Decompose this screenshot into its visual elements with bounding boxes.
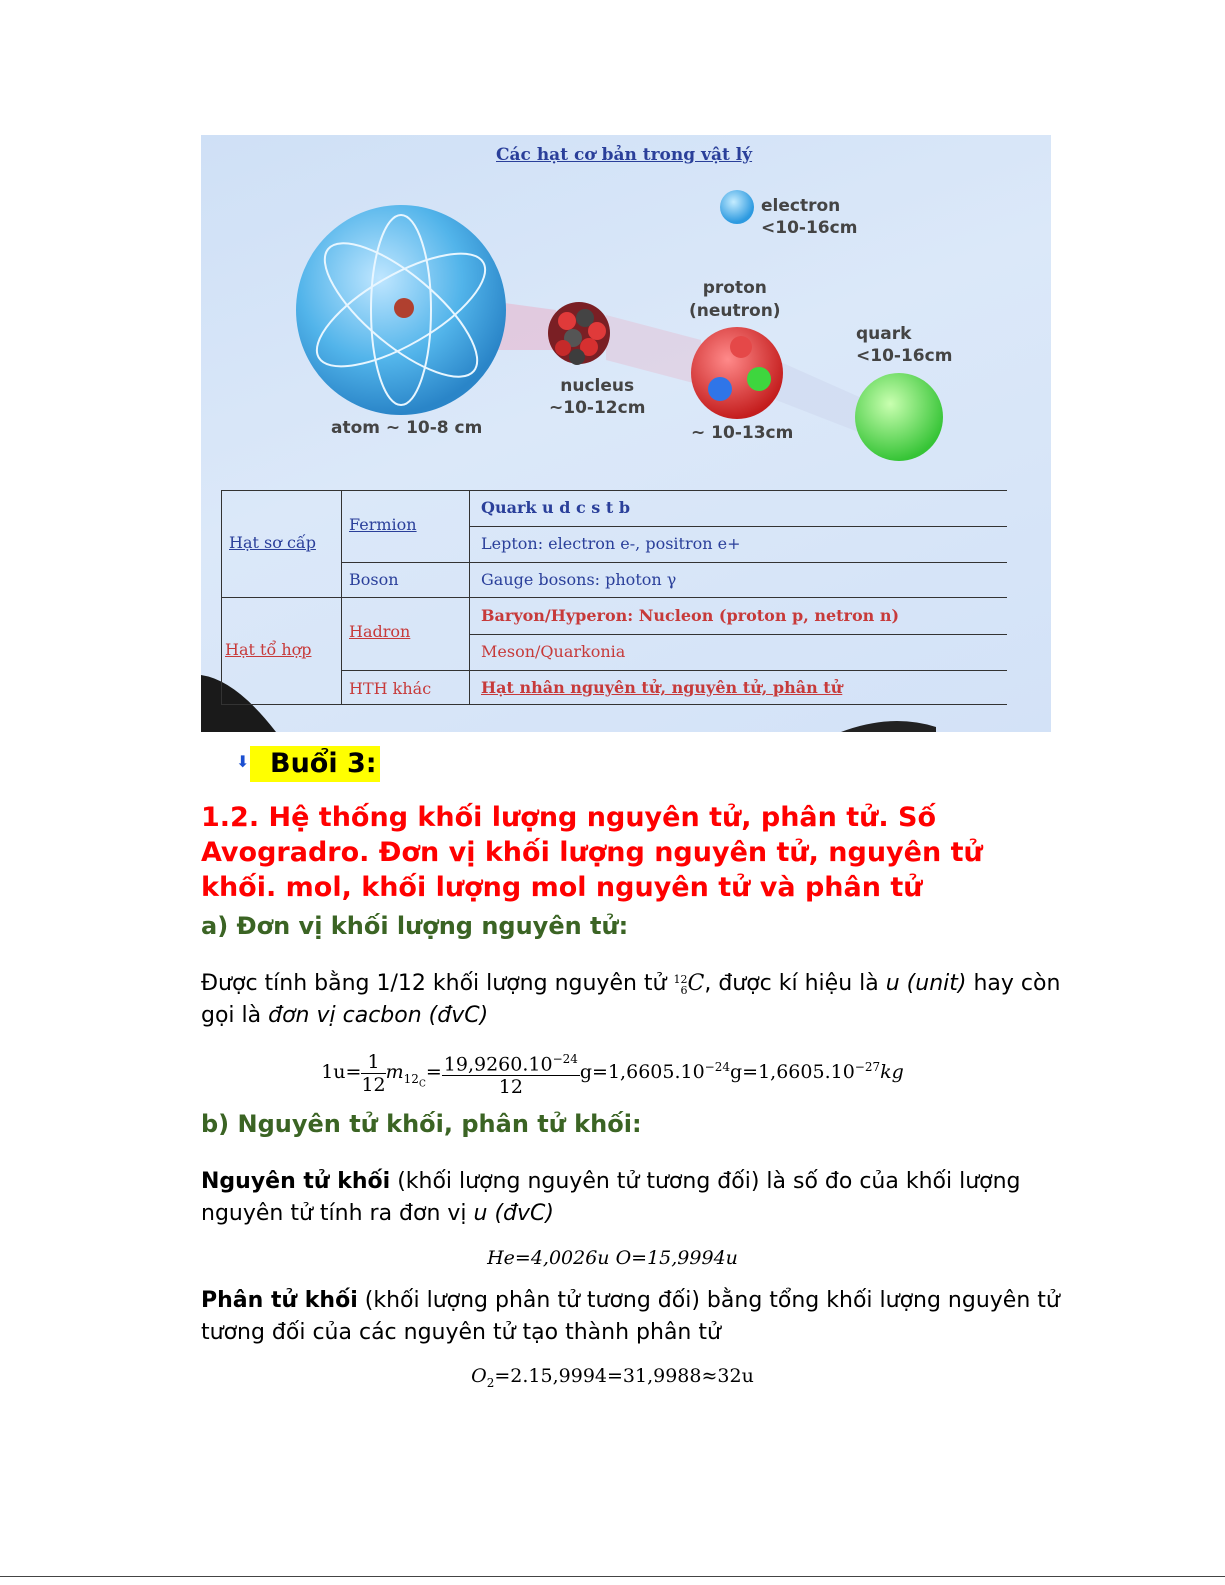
quark-sphere: [855, 373, 943, 461]
hadron-label: Hadron: [349, 622, 411, 641]
section-b-title: b) Nguyên tử khối, phân tử khối:: [201, 1110, 642, 1138]
slide-title: Các hạt cơ bản trong vật lý: [496, 145, 753, 165]
amu-formula: 1u= $\frac{1}{12}$ $m_{12_C}=$ $\frac{19,9260.10^{-24}}{12}$ $g=1,6605.10^{-24}g=1,6605.10^{-27}kg$: [0, 1048, 1225, 1098]
proton-size-label: ~ 10-13cm: [691, 423, 794, 443]
section-a-title: a) Đơn vị khối lượng nguyên tử:: [201, 912, 629, 940]
atom-label: atom ~ 10-8 cm: [331, 418, 483, 438]
carbon-isotope-notation: 12 6: [673, 973, 688, 997]
section-heading: 1.2. Hệ thống khối lượng nguyên tử, phân tử. Số Avogradro. Đơn vị khối lượng nguyên tử, nguyên tử khối. mol, khối lượng mol nguyên tử và phân tử: [201, 802, 983, 903]
row-hth: Hạt nhân nguyên tử, nguyên tử, phân tử: [481, 678, 843, 697]
atomic-mass-example: He=4,0026u O=15,9994u: [487, 1247, 738, 1269]
molecular-mass-example: $O_2=2.15,9994=31,9988\approx 32u$: [471, 1365, 754, 1390]
group-hat-to-hop: Hạt tổ hợp: [225, 640, 312, 659]
slide-photo: [201, 135, 1051, 732]
row-meson: Meson/Quarkonia: [481, 642, 626, 661]
proton-label: proton (neutron): [689, 278, 781, 321]
row-lepton: Lepton: electron e-, positron e+: [481, 534, 741, 553]
particle-table: [221, 490, 1007, 705]
electron-label: electron <10-16cm: [761, 196, 858, 238]
section-a-paragraph: Được tính bằng 1/12 khối lượng nguyên tử 12 6 C, được kí hiệu là u (unit) hay còn gọi là đơn vị cacbon (đvC): [201, 971, 1061, 1028]
arrow-down-icon: ⬇: [236, 752, 250, 771]
page-bottom-rule: [0, 1576, 1225, 1577]
quark-label: quark <10-16cm: [856, 324, 953, 366]
nucleus-cluster: [548, 302, 610, 365]
row-gauge: Gauge bosons: photon γ: [481, 570, 677, 589]
row-baryon: Baryon/Hyperon: Nucleon (proton p, netron n): [481, 606, 900, 625]
boson-label: Boson: [349, 570, 399, 589]
hth-label: HTH khác: [349, 679, 432, 698]
group-hat-so-cap: Hạt sơ cấp: [229, 533, 316, 552]
row-quark: Quark u d c s t b: [481, 498, 631, 517]
nucleus-label: nucleus ~10-12cm: [549, 376, 646, 418]
nguyen-tu-khoi-paragraph: Nguyên tử khối (khối lượng nguyên tử tương đối) là số đo của khối lượng nguyên tử tính ra đơn vị u (đvC): [201, 1169, 1021, 1226]
phan-tu-khoi-paragraph: Phân tử khối (khối lượng phân tử tương đối) bằng tổng khối lượng nguyên tử tương đối của các nguyên tử tạo thành phân tử: [201, 1288, 1060, 1345]
session-label: Buổi 3:: [250, 746, 380, 782]
fermion-label: Fermion: [349, 515, 417, 534]
electron-sphere: [720, 190, 754, 224]
